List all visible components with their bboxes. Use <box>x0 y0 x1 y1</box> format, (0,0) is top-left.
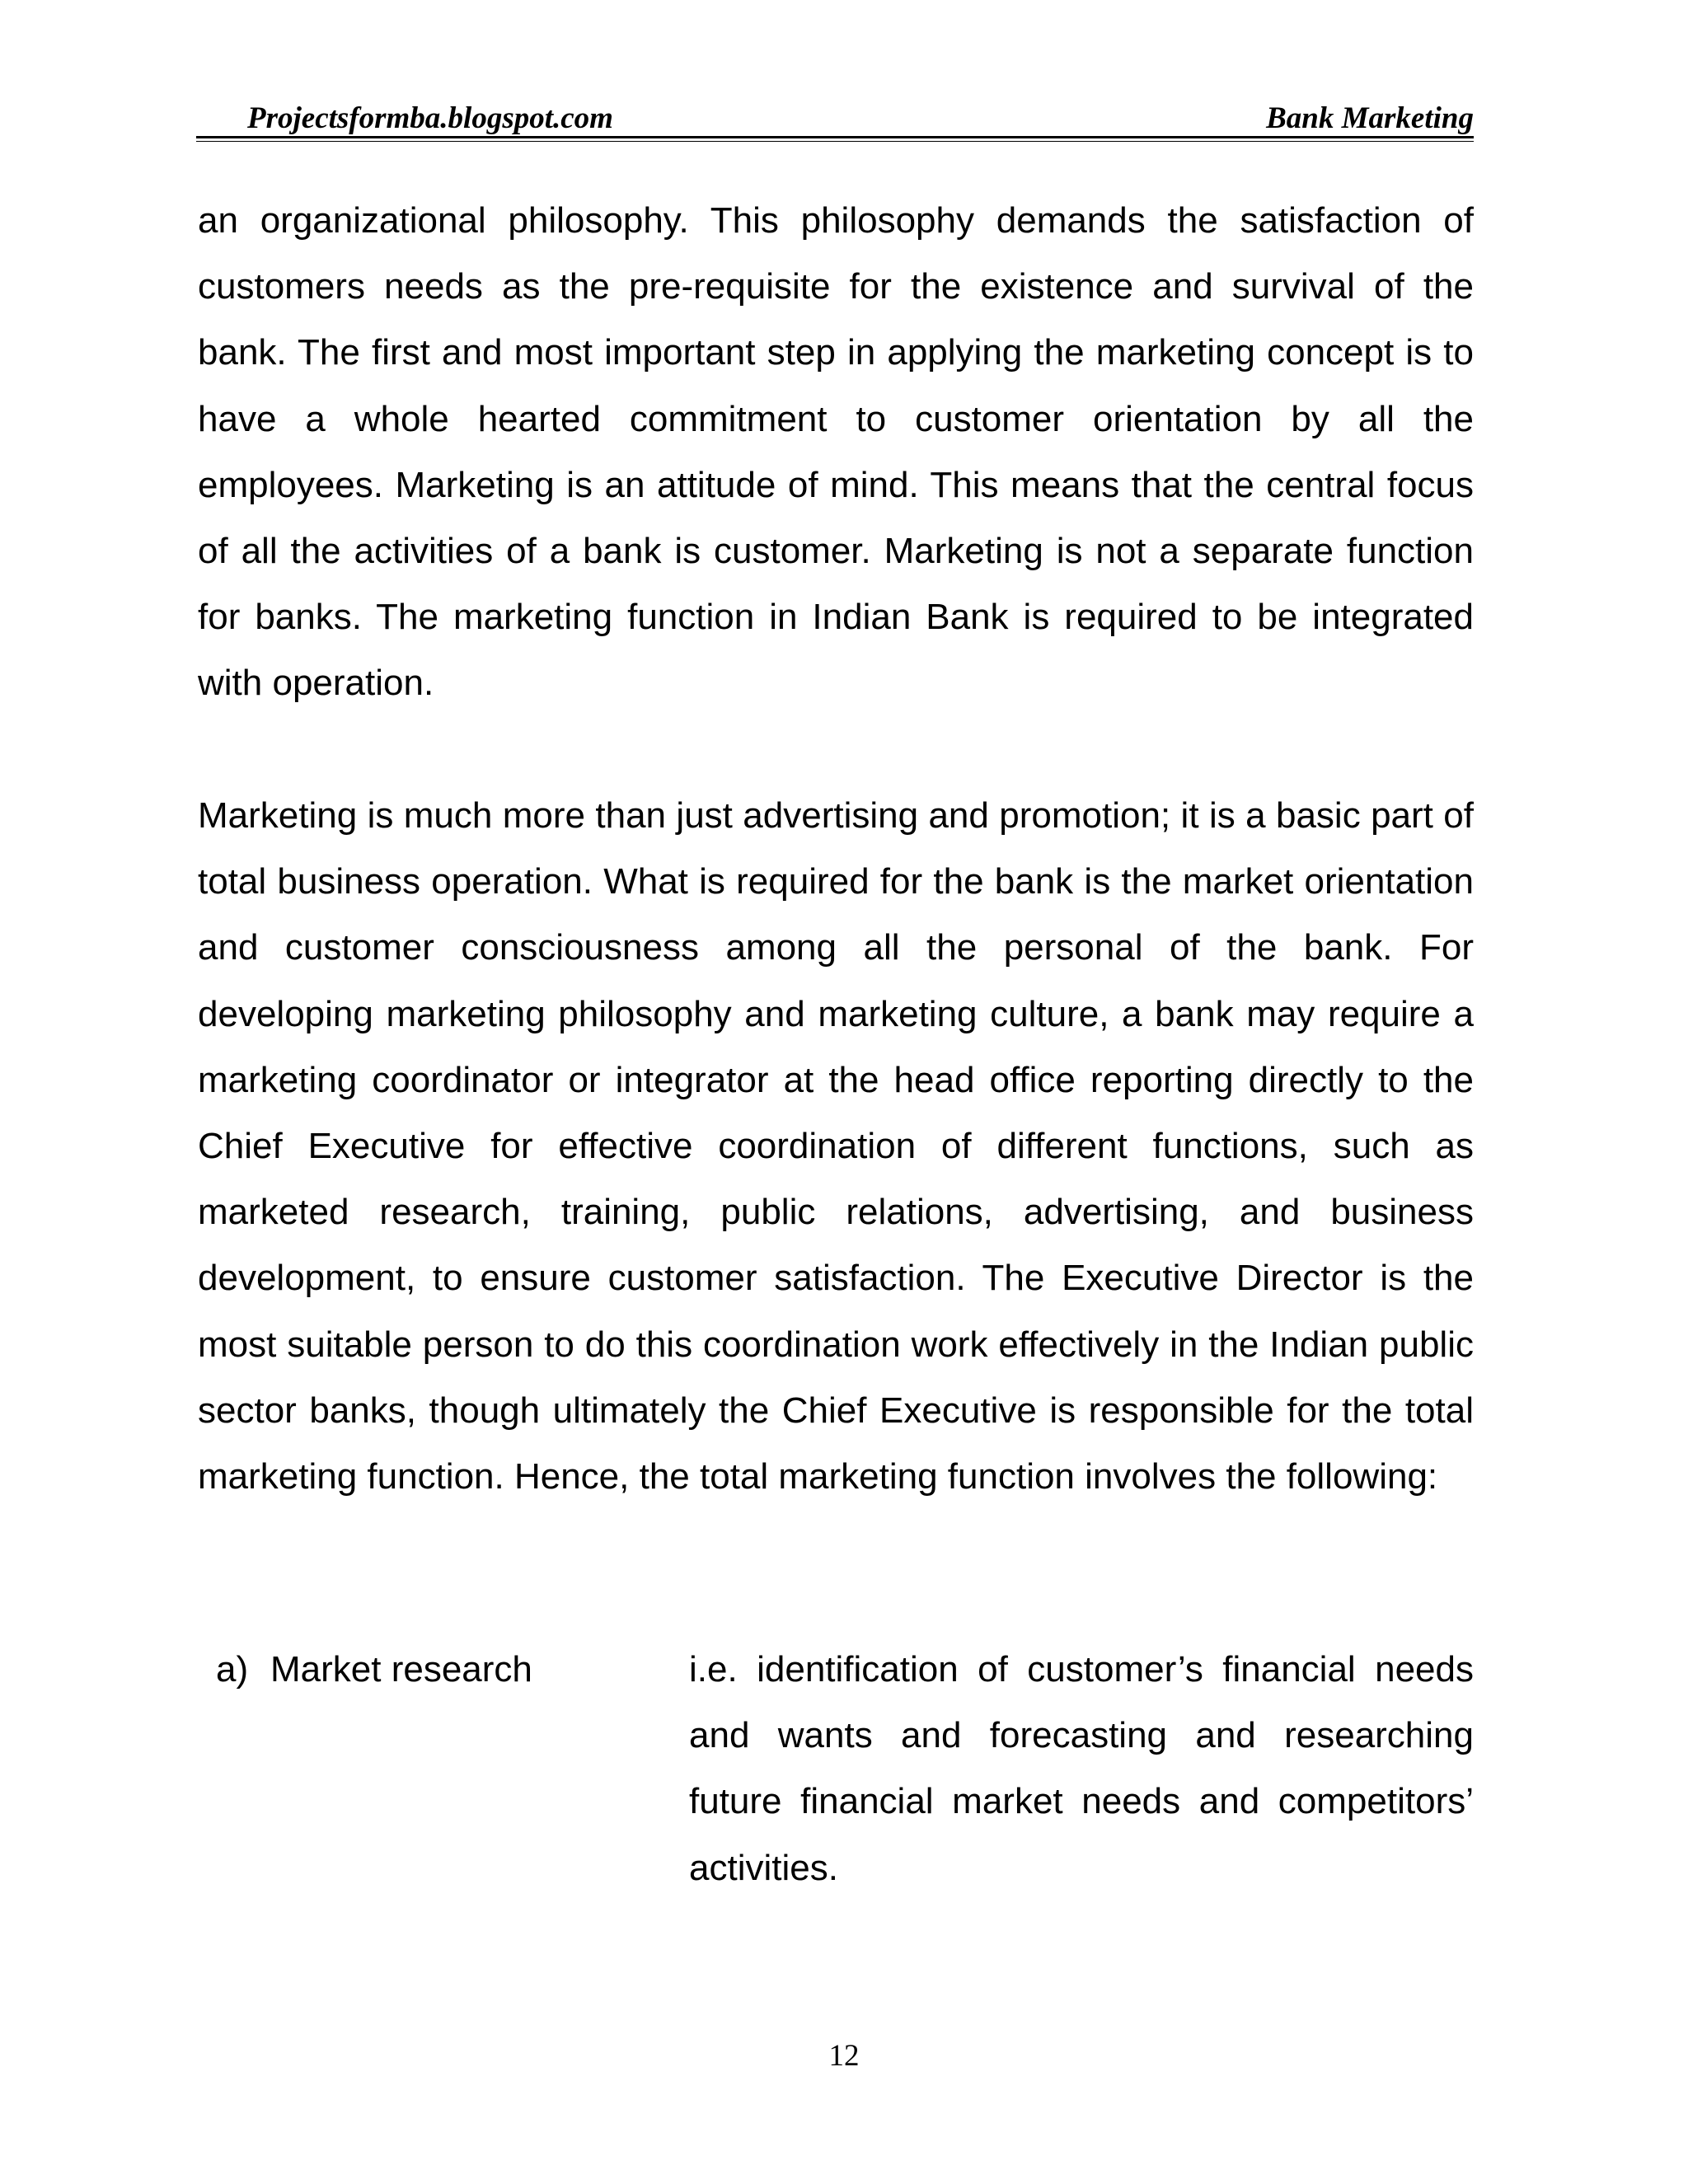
body-paragraph-2: Marketing is much more than just advertising and promotion; it is a basic part of total business operation. What is required for the bank is the market orientation and customer consciousness among all the personal of the bank. For developing marketing philosophy and marketing culture, a bank may require a marketing coordinator or integrator at the head office reporting directly to the Chief Executive for effective coordination of different functions, such as marketed research, training, public relations, advertising, and business development, to ensure customer satisfaction. The Executive Director is the most suitable person to do this coordination work effectively in the Indian public sector banks, though ultimately the Chief Executive is responsible for the total marketing function. Hence, the total marketing function involves the following: <box>198 795 1474 1497</box>
header-site-name: Projectsformba.blogspot.com <box>247 101 613 135</box>
header-document-title: Bank Marketing <box>1266 101 1474 135</box>
page-number: 12 <box>828 2039 860 2073</box>
list-item-term: Market research <box>270 1649 532 1690</box>
list-item-description: i.e. identification of customer’s financial needs and wants and forecasting and researching future financial market needs and competitors’ activities. <box>689 1649 1474 1888</box>
list-item-marker: a) <box>216 1649 249 1690</box>
header-rule <box>196 136 1474 138</box>
body-paragraph-1: an organizational philosophy. This philosophy demands the satisfaction of customers needs as the pre-requisite for the existence and survival of the bank. The first and most important step in applying the marketing concept is to have a whole hearted commitment to customer orientation by all the employees. Marketing is an attitude of mind. This means that the central focus of all the activities of a bank is customer. Marketing is not a separate function for banks. The marketing function in Indian Bank is required to be integrated with operation. <box>198 200 1474 704</box>
header-rule-secondary <box>196 141 1474 142</box>
page-header <box>196 97 1474 140</box>
